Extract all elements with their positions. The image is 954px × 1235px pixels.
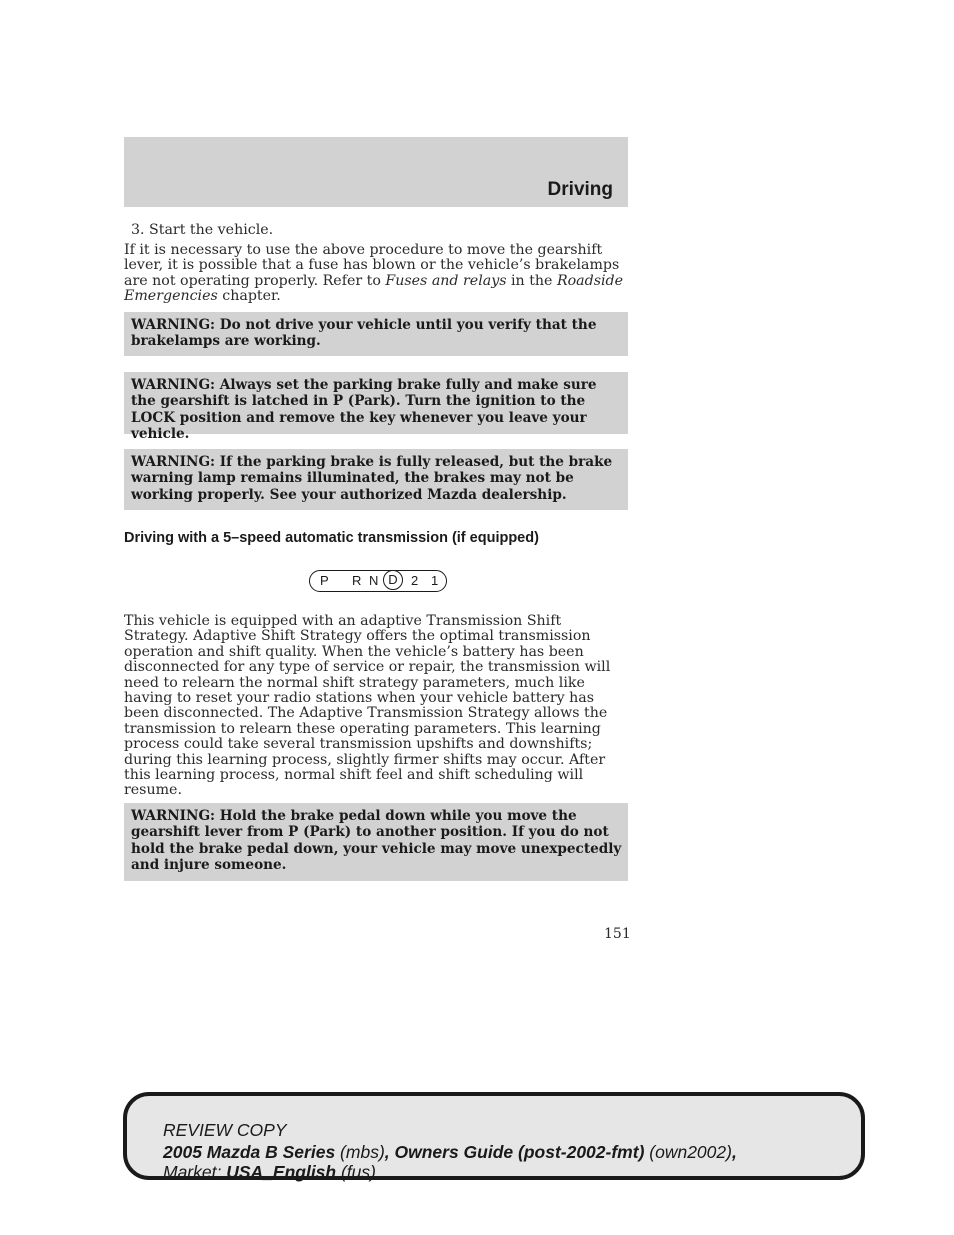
page-number: 151 (604, 926, 631, 942)
gear-n: N (369, 573, 379, 588)
review-copy-box (123, 1092, 865, 1180)
review-market-line (163, 1162, 376, 1182)
paragraph-adaptive-shift: This vehicle is equipped with an adaptive Transmission Shift Strategy. Adaptive Shift Strategy offers the optimal transmission operation and shift quality. When the vehicle’s battery has been disconnected for any type of service or repair, the transmission will need to relearn the normal shift strategy parameters, much like having to reset your radio stations when your vehicle battery has been disconnected. The Adaptive Transmission Strategy allows the transmission to relearn these operating parameters. This learning process could take several transmission upshifts and downshifts; during this learning process, slightly firmer shifts may occur. After this learning process, normal shift feel and shift scheduling will resume. (124, 613, 611, 799)
warning-box: WARNING: If the parking brake is fully released, but the brake warning lamp remains illuminated, the brakes may not be working properly. See your authorized Mazda dealership. (124, 449, 628, 510)
separator: , (731, 1142, 737, 1162)
section-heading: Driving with a 5–speed automatic transmission (if equipped) (124, 530, 539, 546)
para-text: chapter. (217, 288, 281, 305)
paragraph-gearshift-fuse (124, 243, 628, 305)
gear-r: R (352, 573, 362, 588)
review-model-line (163, 1142, 737, 1162)
gear-shift-indicator (309, 570, 447, 592)
separator: , (384, 1142, 395, 1162)
model-code: (mbs) (335, 1142, 385, 1162)
chapter-reference: Roadside Emergencies (124, 272, 624, 305)
market-name: USA_English (226, 1162, 337, 1182)
market-code: (fus) (336, 1162, 376, 1182)
step-3-text: 3. Start the vehicle. (131, 222, 274, 238)
review-copy-label: REVIEW COPY (163, 1120, 287, 1140)
warning-box: WARNING: Always set the parking brake fully and make sure the gearshift is latched in P (Park). Turn the ignition to the LOCK position and remove the key whenever you leave your vehicle. (124, 372, 628, 434)
market-label: Market: (163, 1162, 227, 1182)
chapter-title: Driving (547, 179, 613, 200)
gear-2: 2 (411, 573, 419, 588)
model-name: 2005 Mazda B Series (163, 1142, 336, 1162)
para-text: in the (506, 272, 557, 289)
guide-name: Owners Guide (post-2002-fmt) (394, 1142, 645, 1162)
fuses-reference: Fuses and relays (385, 272, 507, 289)
guide-code: (own2002) (644, 1142, 732, 1162)
chapter-header-band (124, 137, 628, 207)
gear-p: P (320, 573, 329, 588)
para-text: If it is necessary to use the above procedure to move the gearshift lever, it is possible that a fuse has blown or the vehicle’s brakelamps are not operating properly. Refer to (124, 242, 620, 289)
warning-box: WARNING: Hold the brake pedal down while you move the gearshift lever from P (Park) to another position. If you do not hold the brake pedal down, your vehicle may move unexpectedly and injure someone. (124, 803, 628, 881)
gear-1: 1 (431, 573, 439, 588)
warning-box: WARNING: Do not drive your vehicle until you verify that the brakelamps are working. (124, 312, 628, 356)
gear-d-circled: D (383, 570, 403, 590)
